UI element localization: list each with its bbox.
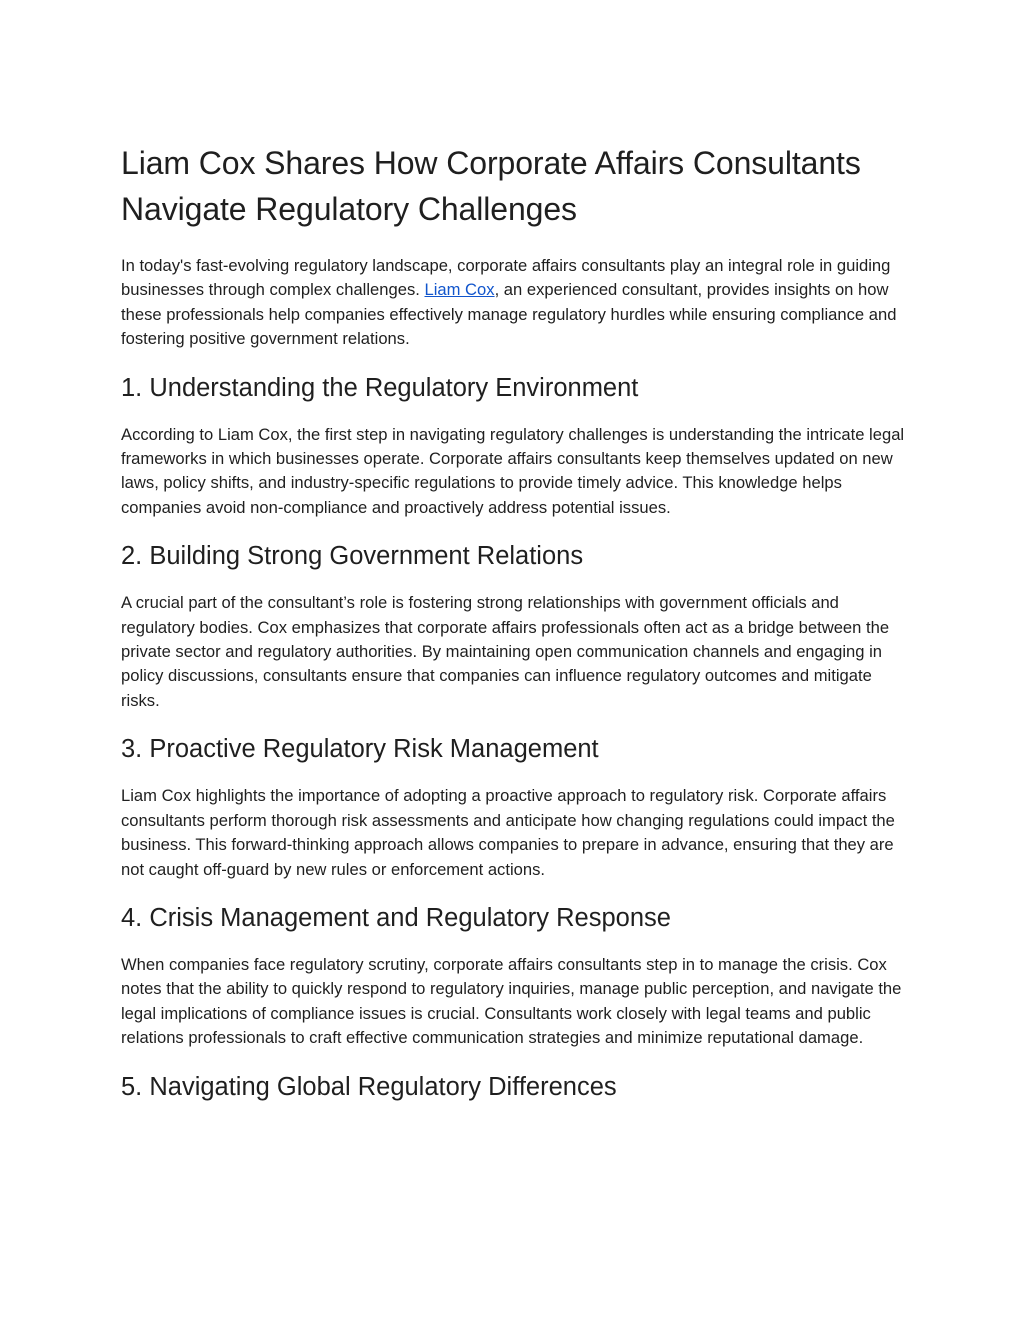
section-heading-4: 4. Crisis Management and Regulatory Response bbox=[121, 903, 671, 932]
section-body-3: Liam Cox highlights the importance of adopting a proactive approach to regulatory risk. Corporate affairs consultants perform thorough risk assessments and anticipate how changing regulations could impact the business. This forward-thinking approach allows companies to prepare in advance, ensuring that they are not caught off-guard by new rules or enforcement actions. bbox=[121, 786, 895, 879]
section-body-2: A crucial part of the consultant’s role is fostering strong relationships with government officials and regulatory bodies. Cox emphasizes that corporate affairs professionals often act as a bridge between the private sector and regulatory authorities. By maintaining open communication channels and engaging in policy discussions, consultants ensure that companies can influence regulatory outcomes and mitigate risks. bbox=[121, 593, 890, 710]
document-title: Liam Cox Shares How Corporate Affairs Consultants Navigate Regulatory Challenges bbox=[121, 145, 861, 227]
liam-cox-link[interactable]: Liam Cox bbox=[424, 280, 495, 300]
section-heading-2: 2. Building Strong Government Relations bbox=[121, 542, 584, 571]
intro-paragraph bbox=[121, 254, 911, 352]
section-body-4: When companies face regulatory scrutiny, corporate affairs consultants step in to manage the crisis. Cox notes that the ability to quickly respond to regulatory inquiries, manage public perception, and navigate the legal implications of compliance issues is crucial. Consultants work closely with legal teams and public relations professionals to craft effective communication strategies and minimize reputational damage. bbox=[121, 954, 902, 1048]
section-heading-1: 1. Understanding the Regulatory Environment bbox=[121, 373, 639, 402]
intro-text-after-link: , an experienced consultant, provides insights on how these professionals help companies effectively manage regulatory hurdles while ensuring compliance and fostering positive government relations. bbox=[121, 280, 897, 349]
section-heading-3: 3. Proactive Regulatory Risk Management bbox=[121, 735, 599, 764]
section-body-1: According to Liam Cox, the first step in navigating regulatory challenges is understanding the intricate legal frameworks in which businesses operate. Corporate affairs consultants keep themselves updated on new laws, policy shifts, and industry-specific regulations to provide timely advice. This knowledge helps companies avoid non-compliance and proactively address potential issues. bbox=[121, 424, 905, 517]
section-heading-5: 5. Navigating Global Regulatory Differences bbox=[121, 1072, 617, 1101]
document-page bbox=[121, 140, 911, 1122]
intro-text-before-link: In today's fast-evolving regulatory landscape, corporate affairs consultants play an integral role in guiding businesses through complex challenges. bbox=[121, 256, 891, 300]
